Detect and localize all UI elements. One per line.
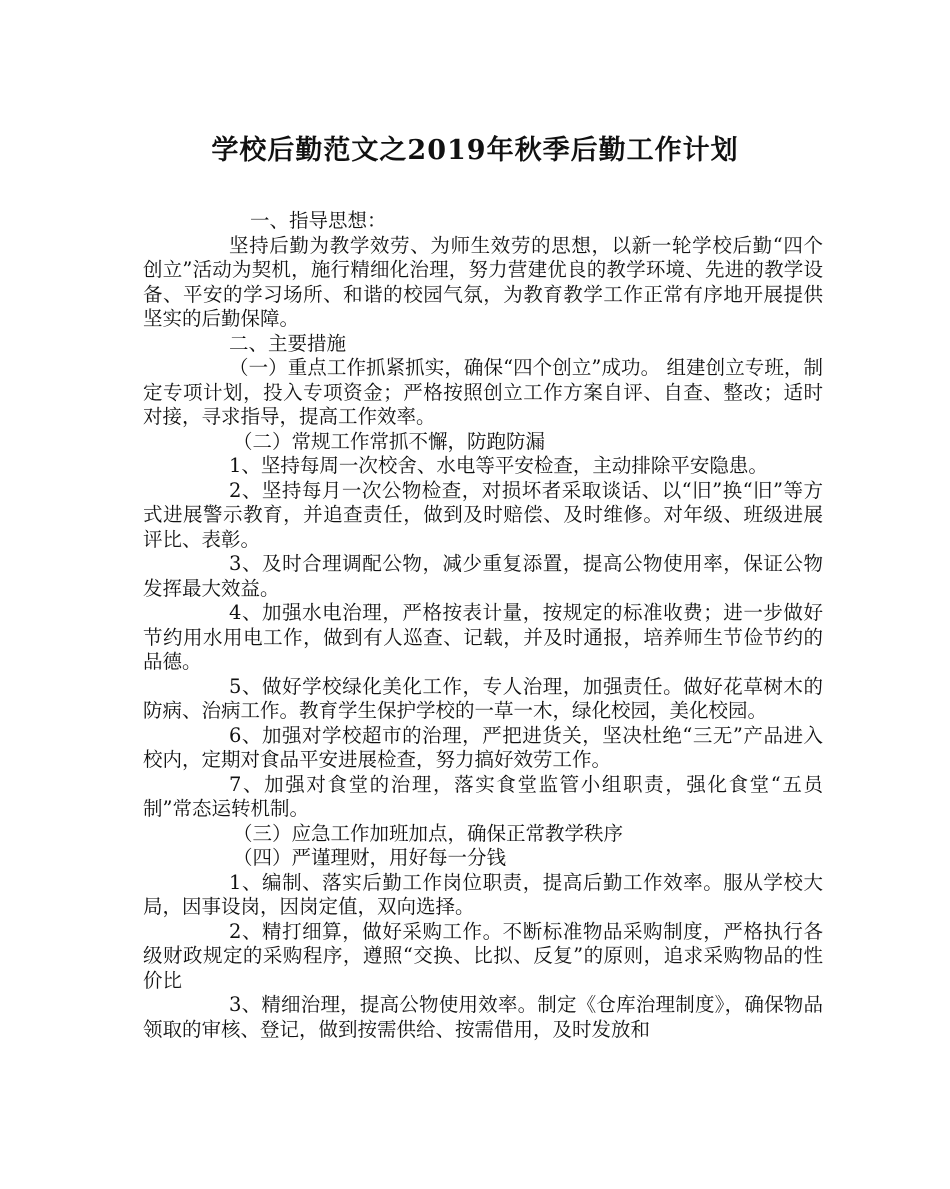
list-item-routine-3: 3、及时合理调配公物，减少重复添置，提高公物使用率，保证公物发挥最大效益。 (143, 552, 823, 600)
subheading-routine-work: （二）常规工作常抓不懈，防跑防漏 (233, 429, 546, 453)
list-item-finance-3: 3、精细治理，提高公物使用效率。制定《仓库治理制度》，确保物品领取的审核、登记，做到按需供给、按需借用，及时发放和 (143, 993, 823, 1041)
document-body (143, 209, 823, 1042)
list-item-finance-2: 2、精打细算，做好采购工作。不断标准物品采购制度，严格执行各级财政规定的采购程序，遵照“交换、比拟、反复”的原则，追求采购物品的性价比 (143, 919, 823, 992)
subheading-emergency-work: （三）应急工作加班加点，确保正常教学秩序 (233, 821, 624, 845)
list-item-routine-1: 1、坚持每周一次校舍、水电等平安检查，主动排除平安隐患。 (229, 454, 768, 477)
list-item-finance-1: 1、编制、落实后勤工作岗位职责，提高后勤工作效率。服从学校大局，因事设岗，因岗定值，双向选择。 (143, 870, 823, 918)
section-heading-guiding-thought: 一、指导思想： (250, 209, 387, 232)
paragraph-key-work: （一）重点工作抓紧抓实，确保“四个创立”成功。 组建创立专班，制定专项计划，投入专项资金；严格按照创立工作方案自评、自查、整改；适时对接，寻求指导，提高工作效率。 (143, 356, 823, 428)
list-item-routine-2: 2、坚持每月一次公物检查，对损坏者采取谈话、以“旧”换“旧”等方式进展警示教育，并追查责任，做到及时赔偿、及时维修。对年级、班级进展评比、表彰。 (143, 478, 823, 551)
paragraph-guiding-thought: 坚持后勤为教学效劳、为师生效劳的思想，以新一轮学校后勤“四个创立”活动为契机，施行精细化治理，努力营建优良的教学环境、先进的教学设备、平安的学习场所、和谐的校园气氛，为教育教学工作正常有序地开展提供坚实的后勤保障。 (143, 233, 823, 330)
section-heading-main-measures: 二、主要措施 (229, 331, 347, 355)
list-item-routine-4: 4、加强水电治理，严格按表计量，按规定的标准收费；进一步做好节约用水用电工作，做到有人巡查、记载，并及时通报，培养师生节俭节约的品德。 (143, 601, 823, 673)
list-item-routine-7: 7、加强对食堂的治理，落实食堂监管小组职责，强化食堂“五员制”常态运转机制。 (143, 772, 823, 820)
list-item-routine-6: 6、加强对学校超市的治理，严把进货关，坚决杜绝“三无”产品进入校内，定期对食品平安进展检查，努力搞好效劳工作。 (143, 723, 823, 771)
list-item-routine-5: 5、做好学校绿化美化工作，专人治理，加强责任。做好花草树木的防病、治病工作。教育学生保护学校的一草一木，绿化校园，美化校园。 (143, 674, 823, 722)
subheading-finance: （四）严谨理财，用好每一分钱 (233, 846, 507, 869)
document-title: 学校后勤范文之2019年秋季后勤工作计划 (211, 135, 739, 166)
